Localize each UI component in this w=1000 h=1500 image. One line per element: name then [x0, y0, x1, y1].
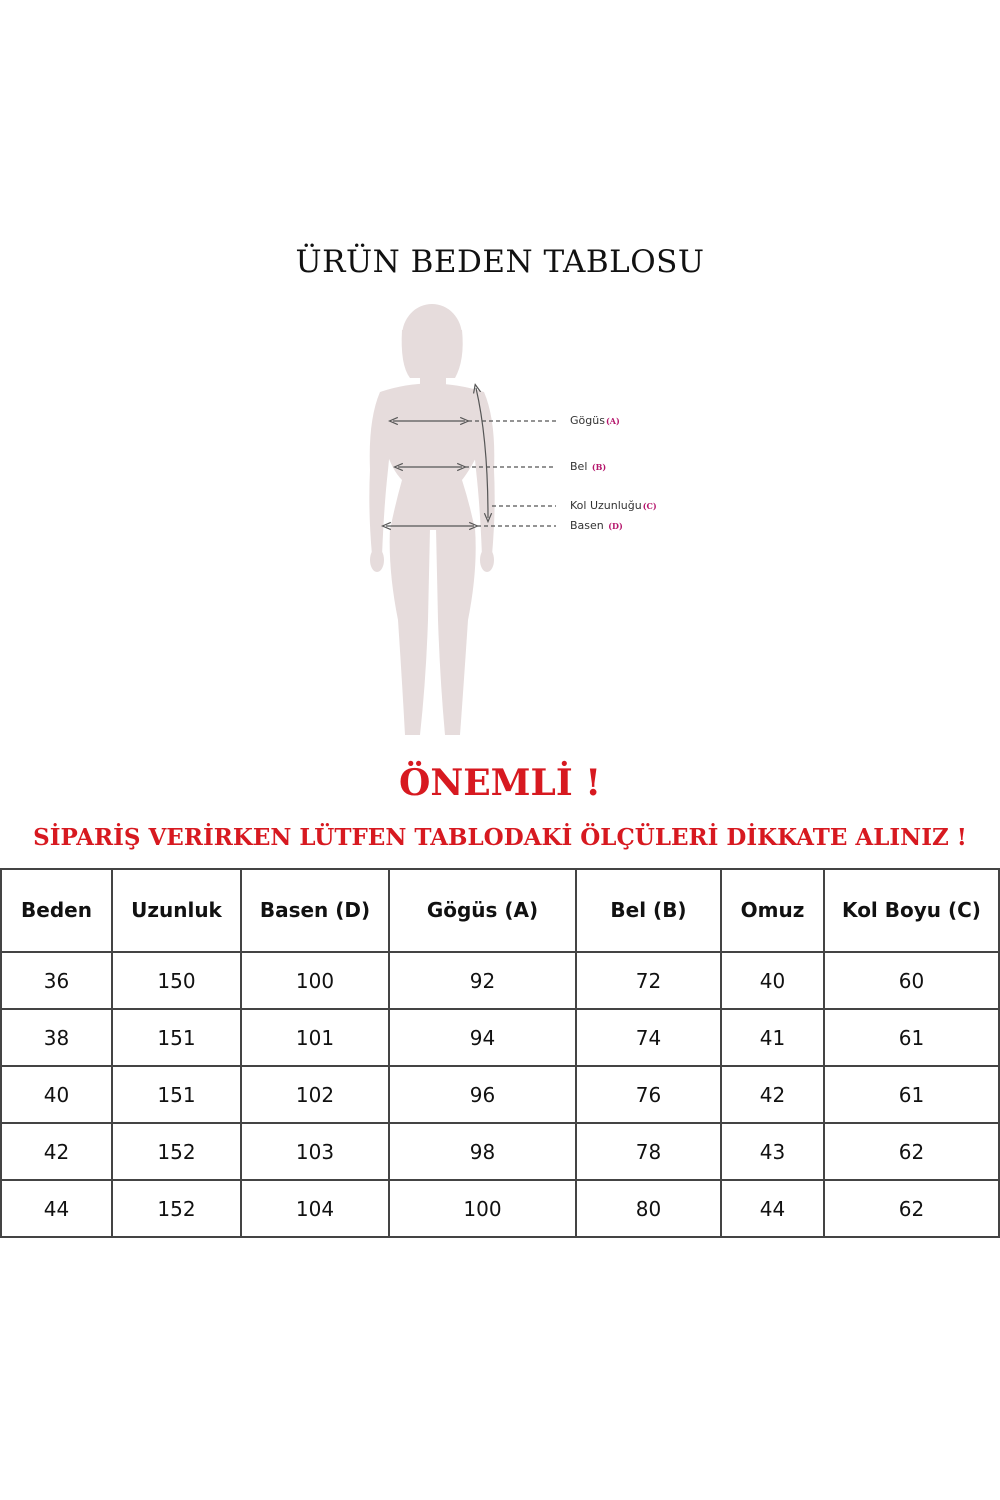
table-cell: 41 [721, 1009, 824, 1066]
table-row [1, 1009, 999, 1066]
table-row [1, 1066, 999, 1123]
table-cell: 103 [241, 1123, 389, 1180]
table-cell: 100 [389, 1180, 576, 1237]
table-row [1, 952, 999, 1009]
table-cell: 60 [824, 952, 999, 1009]
table-row [1, 1180, 999, 1237]
column-header-uzunluk: Uzunluk [112, 869, 241, 952]
table-cell: 152 [112, 1180, 241, 1237]
table-cell: 80 [576, 1180, 721, 1237]
table-cell: 102 [241, 1066, 389, 1123]
table-cell: 92 [389, 952, 576, 1009]
table-cell: 61 [824, 1066, 999, 1123]
page-title: ÜRÜN BEDEN TABLOSU [295, 244, 705, 280]
table-cell: 38 [1, 1009, 112, 1066]
table-cell: 96 [389, 1066, 576, 1123]
table-cell: 72 [576, 952, 721, 1009]
table-cell: 98 [389, 1123, 576, 1180]
waist-label: Bel (B) [570, 460, 607, 473]
table-cell: 78 [576, 1123, 721, 1180]
table-cell: 94 [389, 1009, 576, 1066]
table-cell: 40 [1, 1066, 112, 1123]
column-header-gogus: Gögüs (A) [389, 869, 576, 952]
table-cell: 76 [576, 1066, 721, 1123]
table-cell: 150 [112, 952, 241, 1009]
female-silhouette [369, 304, 494, 735]
table-header-row [1, 869, 999, 952]
order-warning-text: SİPARİŞ VERİRKEN LÜTFEN TABLODAKİ ÖLÇÜLERİ DİKKATE ALINIZ ! [33, 824, 967, 851]
table-cell: 62 [824, 1123, 999, 1180]
hip-label: Basen (D) [570, 519, 623, 532]
table-cell: 100 [241, 952, 389, 1009]
table-cell: 101 [241, 1009, 389, 1066]
table-cell: 151 [112, 1009, 241, 1066]
column-header-bel: Bel (B) [576, 869, 721, 952]
sleeve-length-label: Kol Uzunluğu(C) [570, 499, 657, 512]
table-cell: 44 [721, 1180, 824, 1237]
table-cell: 151 [112, 1066, 241, 1123]
table-cell: 152 [112, 1123, 241, 1180]
table-cell: 44 [1, 1180, 112, 1237]
column-header-omuz: Omuz [721, 869, 824, 952]
table-row [1, 1123, 999, 1180]
table-cell: 43 [721, 1123, 824, 1180]
column-header-basen: Basen (D) [241, 869, 389, 952]
table-cell: 36 [1, 952, 112, 1009]
column-header-beden: Beden [1, 869, 112, 952]
table-cell: 74 [576, 1009, 721, 1066]
table-cell: 42 [1, 1123, 112, 1180]
table-cell: 104 [241, 1180, 389, 1237]
size-chart-table [0, 868, 1000, 1238]
table-cell: 61 [824, 1009, 999, 1066]
table-cell: 42 [721, 1066, 824, 1123]
column-header-kol-boyu: Kol Boyu (C) [824, 869, 999, 952]
important-heading: ÖNEMLİ ! [398, 762, 602, 804]
bust-label: Gögüs(A) [570, 414, 620, 427]
table-cell: 62 [824, 1180, 999, 1237]
table-cell: 40 [721, 952, 824, 1009]
